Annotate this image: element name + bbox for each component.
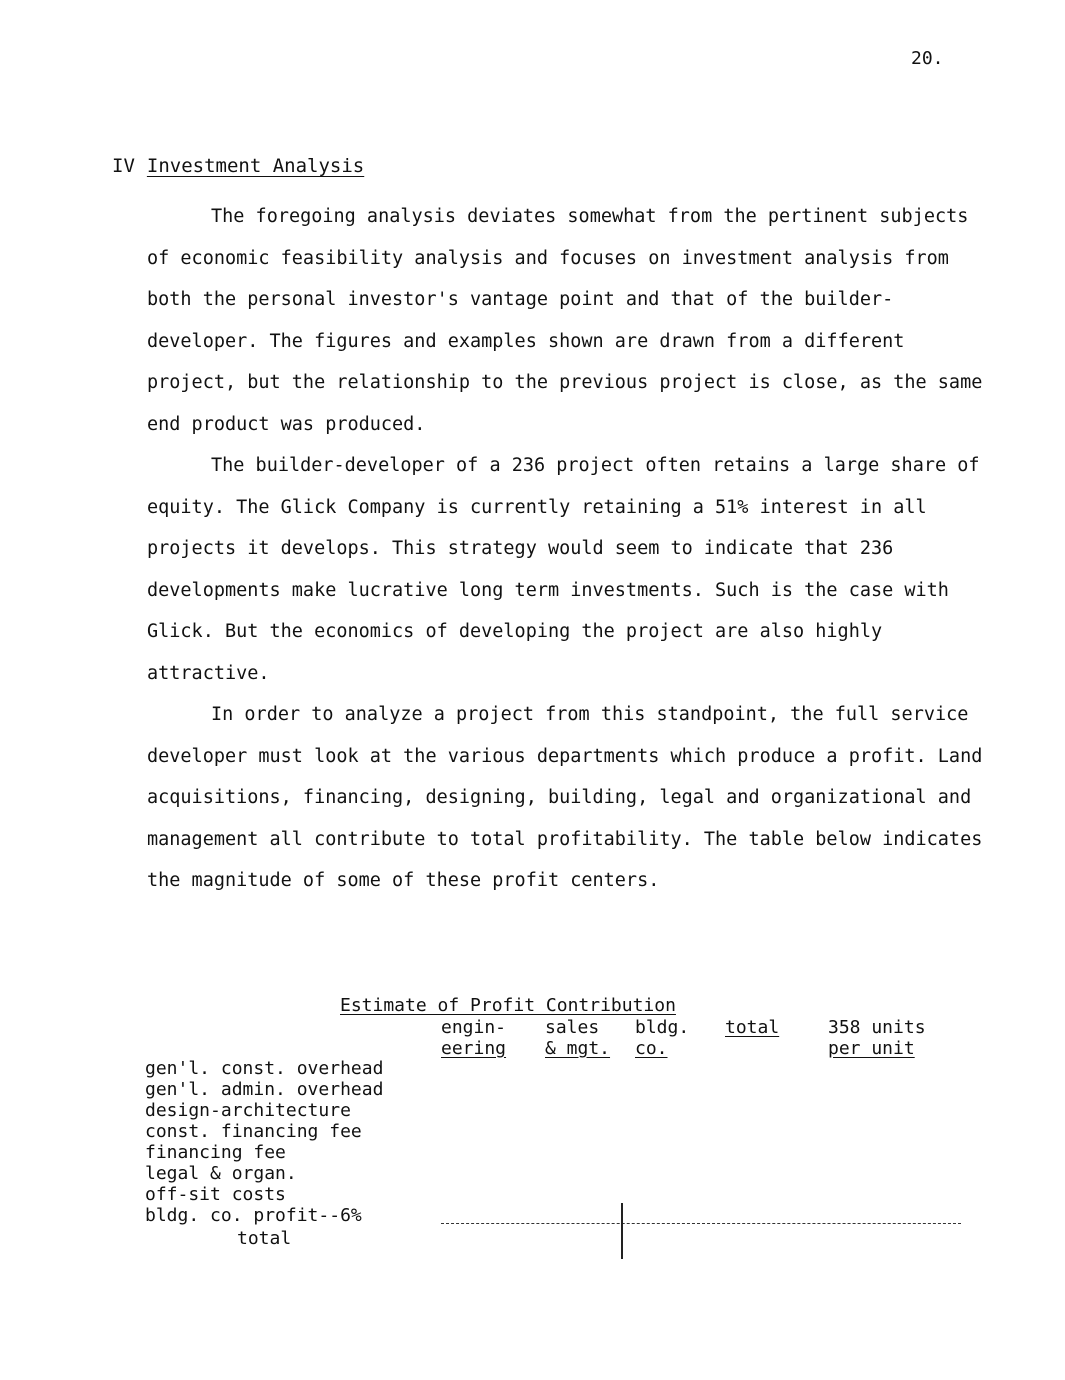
page-number: 20.	[911, 48, 944, 69]
column-header-line2: co.	[635, 1038, 668, 1059]
row-label: gen'l. const. overhead	[145, 1058, 384, 1079]
row-label: design-architecture	[145, 1100, 351, 1121]
column-header-engineering	[441, 1017, 506, 1059]
column-header-per-unit	[828, 1017, 926, 1059]
paragraph: In order to analyze a project from this standpoint, the full service developer must look at the various departments which produce a profit. Land acquisitions, financing, designing, building, legal and organizational and management all contribute to total profitability. The table below indicates the magnitude of some of these profit centers.	[147, 704, 983, 891]
section-title: Investment Analysis	[146, 155, 365, 177]
row-label: bldg. co. profit--6%	[145, 1205, 362, 1226]
column-header-line1: engin-	[441, 1017, 507, 1038]
column-header-sales	[545, 1017, 610, 1059]
section-heading	[112, 155, 364, 177]
row-label: gen'l. admin. overhead	[145, 1079, 384, 1100]
body-text	[147, 196, 997, 902]
column-header-line2: per unit	[828, 1038, 915, 1059]
row-label: off-sit costs	[145, 1184, 286, 1205]
column-divider-mark	[621, 1203, 623, 1259]
total-rule	[441, 1223, 961, 1224]
row-label: const. financing fee	[145, 1121, 362, 1142]
column-header-line1: sales	[545, 1017, 600, 1038]
column-header-line2: eering	[441, 1038, 507, 1059]
table-title: Estimate of Profit Contribution	[340, 995, 676, 1016]
paragraph: The foregoing analysis deviates somewhat from the pertinent subjects of economic feasibility analysis and focuses on investment analysis from both the personal investor's vantage point and that of the builder-developer. The figures and examples shown are drawn from a different project, but the relationship to the previous project is close, as the same end product was produced.	[147, 206, 983, 435]
column-header-bldg	[635, 1017, 689, 1059]
column-header-line1: 358 units	[828, 1017, 926, 1038]
column-header-line2: total	[725, 1017, 780, 1038]
row-label: total	[237, 1228, 292, 1249]
paragraph: The builder-developer of a 236 project often retains a large share of equity. The Glick Company is currently retaining a 51% interest in all projects it develops. This strategy would seem to indicate that 236 developments make lucrative long term investments. Such is the case with Glick. But the economics of developing the project are also highly attractive.	[147, 455, 980, 684]
column-header-total	[725, 1017, 779, 1038]
row-label: financing fee	[145, 1142, 286, 1163]
section-number: IV	[112, 155, 135, 177]
row-label: legal & organ.	[145, 1163, 297, 1184]
column-header-line2: & mgt.	[545, 1038, 611, 1059]
column-header-line1: bldg.	[635, 1017, 690, 1038]
